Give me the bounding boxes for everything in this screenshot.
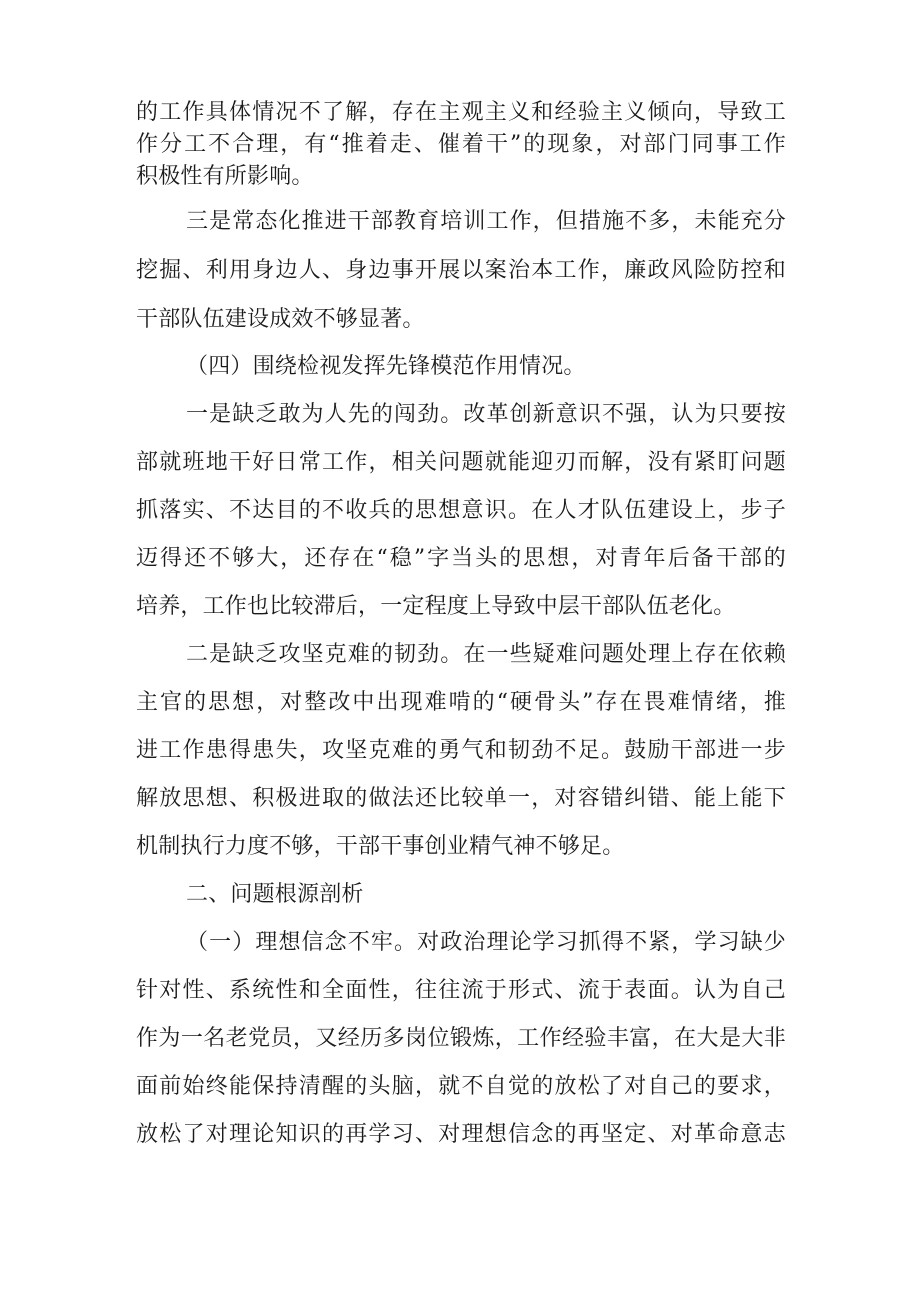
section-heading-2: 二、问题根源剖析	[186, 882, 364, 907]
text-line-4: 三是常态化推进干部教育培训工作，但措施不多，未能充分	[186, 209, 786, 234]
text-line-12: 培养，工作也比较滞后，一定程度上导致中层干部队伍老化。	[136, 594, 736, 619]
text-line-17: 机制执行力度不够，干部干事创业精气神不够足。	[136, 834, 625, 859]
text-line-19: （一）理想信念不牢。对政治理论学习抓得不紧，学习缺少	[186, 930, 786, 955]
text-line-16: 解放思想、积极进取的做法还比较单一，对容错纠错、能上能下	[136, 786, 786, 811]
text-line-22: 面前始终能保持清醒的头脑，就不自觉的放松了对自己的要求，	[136, 1074, 786, 1099]
text-line-10: 抓落实、不达目的不收兵的思想意识。在人才队伍建设上，步子	[136, 498, 786, 523]
text-line-1: 的工作具体情况不了解，存在主观主义和经验主义倾向，导致工	[136, 100, 786, 125]
text-line-13: 二是缺乏攻坚克难的韧劲。在一些疑难问题处理上存在依赖	[186, 642, 786, 667]
text-line-2: 作分工不合理，有“推着走、催着干”的现象，对部门同事工作	[136, 132, 786, 157]
text-line-21: 作为一名老党员，又经历多岗位锻炼，工作经验丰富，在大是大非	[136, 1026, 786, 1051]
text-line-9: 部就班地干好日常工作，相关问题就能迎刃而解，没有紧盯问题	[136, 450, 786, 475]
text-line-8: 一是缺乏敢为人先的闯劲。改革创新意识不强，认为只要按	[186, 402, 786, 427]
text-line-11: 迈得还不够大，还存在“稳”字当头的思想，对青年后备干部的	[136, 546, 786, 571]
text-line-23: 放松了对理论知识的再学习、对理想信念的再坚定、对革命意志	[136, 1122, 786, 1147]
text-line-3: 积极性有所影响。	[136, 164, 314, 189]
text-line-15: 进工作患得患失，攻坚克难的勇气和韧劲不足。鼓励干部进一步	[136, 738, 786, 763]
text-line-6: 干部队伍建设成效不够显著。	[136, 307, 425, 332]
text-line-20: 针对性、系统性和全面性，往往流于形式、流于表面。认为自己	[136, 978, 786, 1003]
text-line-5: 挖掘、利用身边人、身边事开展以案治本工作，廉政风险防控和	[136, 258, 786, 283]
section-heading-4: （四）围绕检视发挥先锋模范作用情况。	[186, 354, 586, 379]
text-line-14: 主官的思想，对整改中出现难啃的“硬骨头”存在畏难情绪，推	[136, 690, 786, 715]
